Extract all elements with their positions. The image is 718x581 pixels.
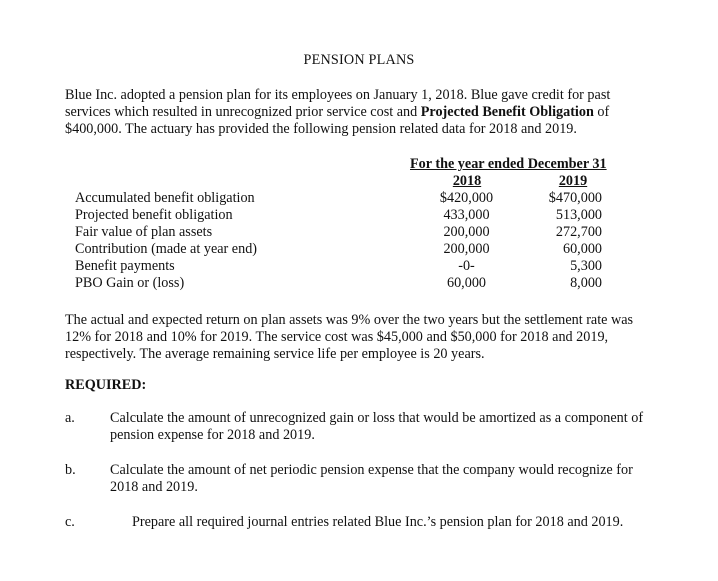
intro-bold-term: Projected Benefit Obligation: [420, 104, 594, 120]
table-row: [75, 207, 635, 224]
requirement-text: Calculate the amount of unrecognized gain or loss that would be amortized as a component of pension expense for 2018 and 2019.: [110, 410, 644, 443]
value-2018: $420,000: [439, 190, 494, 206]
pension-data-table: [75, 190, 635, 292]
intro-text-2: of $400,000. The actuary has provided the following pension related data for 2018 and 2019.: [65, 104, 610, 137]
value-2018: 60,000: [446, 275, 486, 291]
value-2019: 272,700: [555, 224, 602, 240]
intro-text-1: Blue Inc. adopted a pension plan for its employees on January 1, 2018. Blue gave credit for past services which resulted in unrecognized prior service cost and: [65, 87, 611, 120]
row-label: Contribution (made at year end): [75, 241, 258, 257]
table-row: [75, 190, 635, 207]
row-label: Benefit payments: [75, 258, 175, 274]
assumptions-paragraph: The actual and expected return on plan assets was 9% over the two years but the settlement rate was 12% for 2018 and 10% for 2019. The service cost was $45,000 and $50,000 for 2018 and 2019, respectively. The average remaining service life per employee is 20 years.: [65, 312, 634, 362]
value-2018: -0-: [458, 258, 475, 274]
year-header-2018: 2018: [452, 173, 482, 189]
row-label: PBO Gain or (loss): [75, 275, 185, 291]
required-heading: REQUIRED:: [65, 377, 147, 393]
period-header-text: For the year ended December 31: [410, 156, 607, 172]
value-2019: 5,300: [570, 258, 602, 274]
row-label: Fair value of plan assets: [75, 224, 213, 240]
table-row: [75, 224, 635, 241]
table-row: [75, 258, 635, 275]
requirement-text: Calculate the amount of net periodic pension expense that the company would recognize for 2018 and 2019.: [110, 462, 633, 495]
table-row: [75, 275, 635, 292]
value-2018: 200,000: [443, 241, 490, 257]
requirement-marker: b.: [65, 462, 76, 478]
table-period-header: [410, 156, 630, 173]
page-title: PENSION PLANS: [303, 52, 415, 68]
intro-paragraph: [65, 87, 655, 138]
value-2018: 433,000: [443, 207, 490, 223]
value-2019: 513,000: [555, 207, 602, 223]
requirement-marker: c.: [65, 514, 75, 530]
row-label: Accumulated benefit obligation: [75, 190, 255, 206]
row-label: Projected benefit obligation: [75, 207, 233, 223]
value-2019: 8,000: [570, 275, 602, 291]
value-2019: 60,000: [562, 241, 602, 257]
requirement-marker: a.: [65, 410, 75, 426]
value-2018: 200,000: [443, 224, 490, 240]
value-2019: $470,000: [548, 190, 602, 206]
requirement-text: Prepare all required journal entries related Blue Inc.’s pension plan for 2018 and 2019.: [132, 514, 624, 530]
year-header-2019: 2019: [558, 173, 588, 189]
table-row: [75, 241, 635, 258]
